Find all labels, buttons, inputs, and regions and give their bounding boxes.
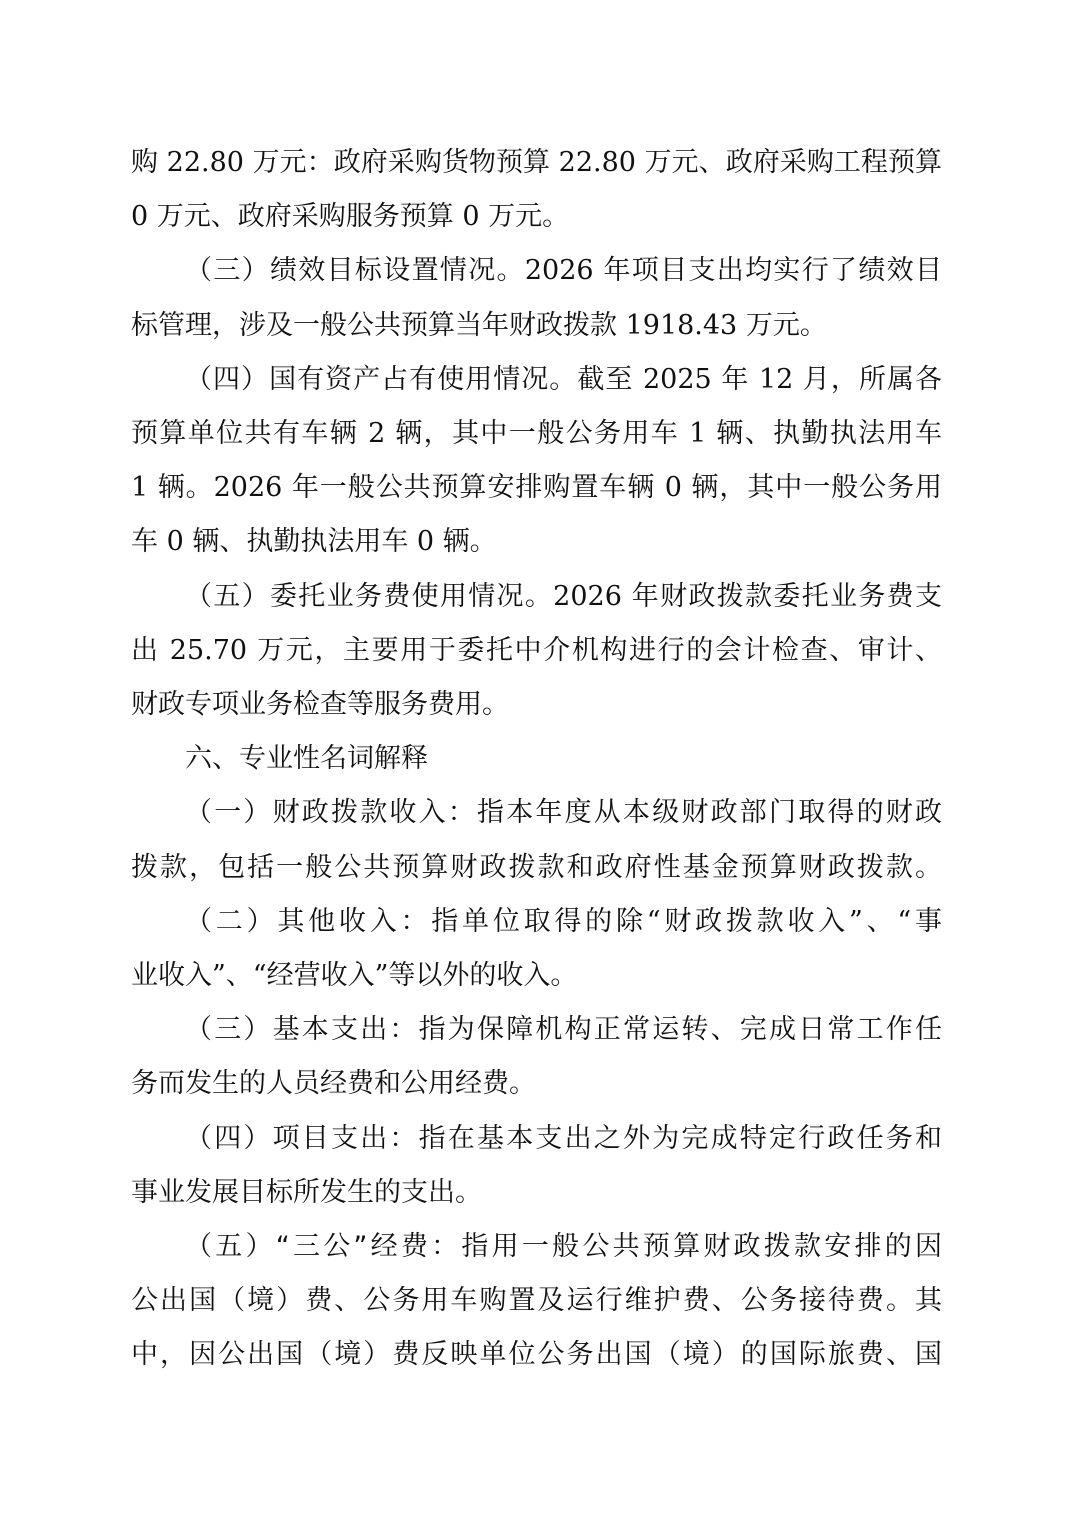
subsection-lead: （五）委托业务费使用情况。	[185, 580, 554, 612]
text-line	[185, 1119, 942, 1159]
text-line	[131, 1064, 942, 1104]
text-line	[131, 306, 942, 346]
text-line	[131, 1173, 942, 1213]
line-text: 指为保障机构正常运转、完成日常工作任	[418, 1014, 943, 1046]
line-text: 务而发生的人员经费和公用经费。	[131, 1068, 536, 1100]
line-text: 车 0 辆、执勤执法用车 0 辆。	[131, 526, 497, 558]
section-heading	[185, 739, 942, 779]
text-line	[131, 631, 942, 671]
line-text: 2026 年财政拨款委托业务费支	[553, 580, 942, 612]
line-text: 1 辆。2026 年一般公共预算安排购置车辆 0 辆，其中一般公务用	[131, 472, 942, 504]
line-text: 出 25.70 万元，主要用于委托中介机构进行的会计检查、审计、	[131, 634, 942, 666]
text-line	[185, 251, 942, 291]
line-text: 指用一般公共预算财政拨款安排的因	[461, 1231, 942, 1262]
text-line	[185, 1010, 942, 1050]
text-line	[185, 360, 942, 400]
line-text: 标管理，涉及一般公共预算当年财政拨款 1918.43 万元。	[131, 309, 827, 341]
line-text: 预算单位共有车辆 2 辆，其中一般公务用车 1 辆、执勤执法用车	[131, 418, 942, 449]
subsection-lead: （三）绩效目标设置情况。	[185, 255, 525, 287]
text-line	[131, 1335, 942, 1375]
line-text: 财政专项业务检查等服务费用。	[131, 689, 509, 720]
line-text: 六、专业性名词解释	[185, 743, 428, 775]
subsection-lead: （三）基本支出：	[185, 1014, 419, 1046]
line-text: 指本年度从本级财政部门取得的财政	[477, 797, 942, 829]
subsection-lead: （二）其他收入：	[185, 905, 432, 937]
text-line	[131, 522, 942, 562]
line-text: 中，因公出国（境）费反映单位公务出国（境）的国际旅费、国	[131, 1339, 942, 1371]
subsection-lead: （四）项目支出：	[185, 1122, 419, 1154]
line-text: 截至 2025 年 12 月，所属各	[577, 363, 943, 395]
subsection-lead: （五）“三公”经费：	[185, 1231, 462, 1262]
text-line	[131, 1281, 942, 1321]
text-line	[131, 956, 942, 996]
line-text: 拨款，包括一般公共预算财政拨款和政府性基金预算财政拨款。	[131, 851, 942, 883]
line-text: 购 22.80 万元：政府采购货物预算 22.80 万元、政府采购工程预算	[131, 147, 942, 178]
text-line	[185, 793, 942, 833]
text-line	[131, 848, 942, 888]
subsection-lead: （一）财政拨款收入：	[185, 797, 477, 829]
line-text: 公出国（境）费、公务用车购置及运行维护费、公务接待费。其	[131, 1285, 942, 1317]
line-text: 业收入”、“经营收入”等以外的收入。	[131, 960, 578, 991]
text-line	[131, 197, 942, 237]
text-line	[131, 468, 942, 508]
line-text: 0 万元、政府采购服务预算 0 万元。	[131, 201, 570, 233]
text-line	[185, 577, 942, 617]
line-text: 事业发展目标所发生的支出。	[131, 1176, 482, 1208]
subsection-lead: （四）国有资产占有使用情况。	[185, 363, 578, 395]
line-text: 指在基本支出之外为完成特定行政任务和	[418, 1122, 943, 1154]
text-line	[131, 143, 942, 183]
text-line	[131, 685, 942, 725]
line-text: 指单位取得的除“财政拨款收入”、“事	[431, 905, 942, 937]
line-text: 2026 年项目支出均实行了绩效目	[524, 255, 943, 287]
text-line	[185, 1227, 942, 1267]
text-line	[131, 414, 942, 454]
text-line	[185, 902, 942, 942]
